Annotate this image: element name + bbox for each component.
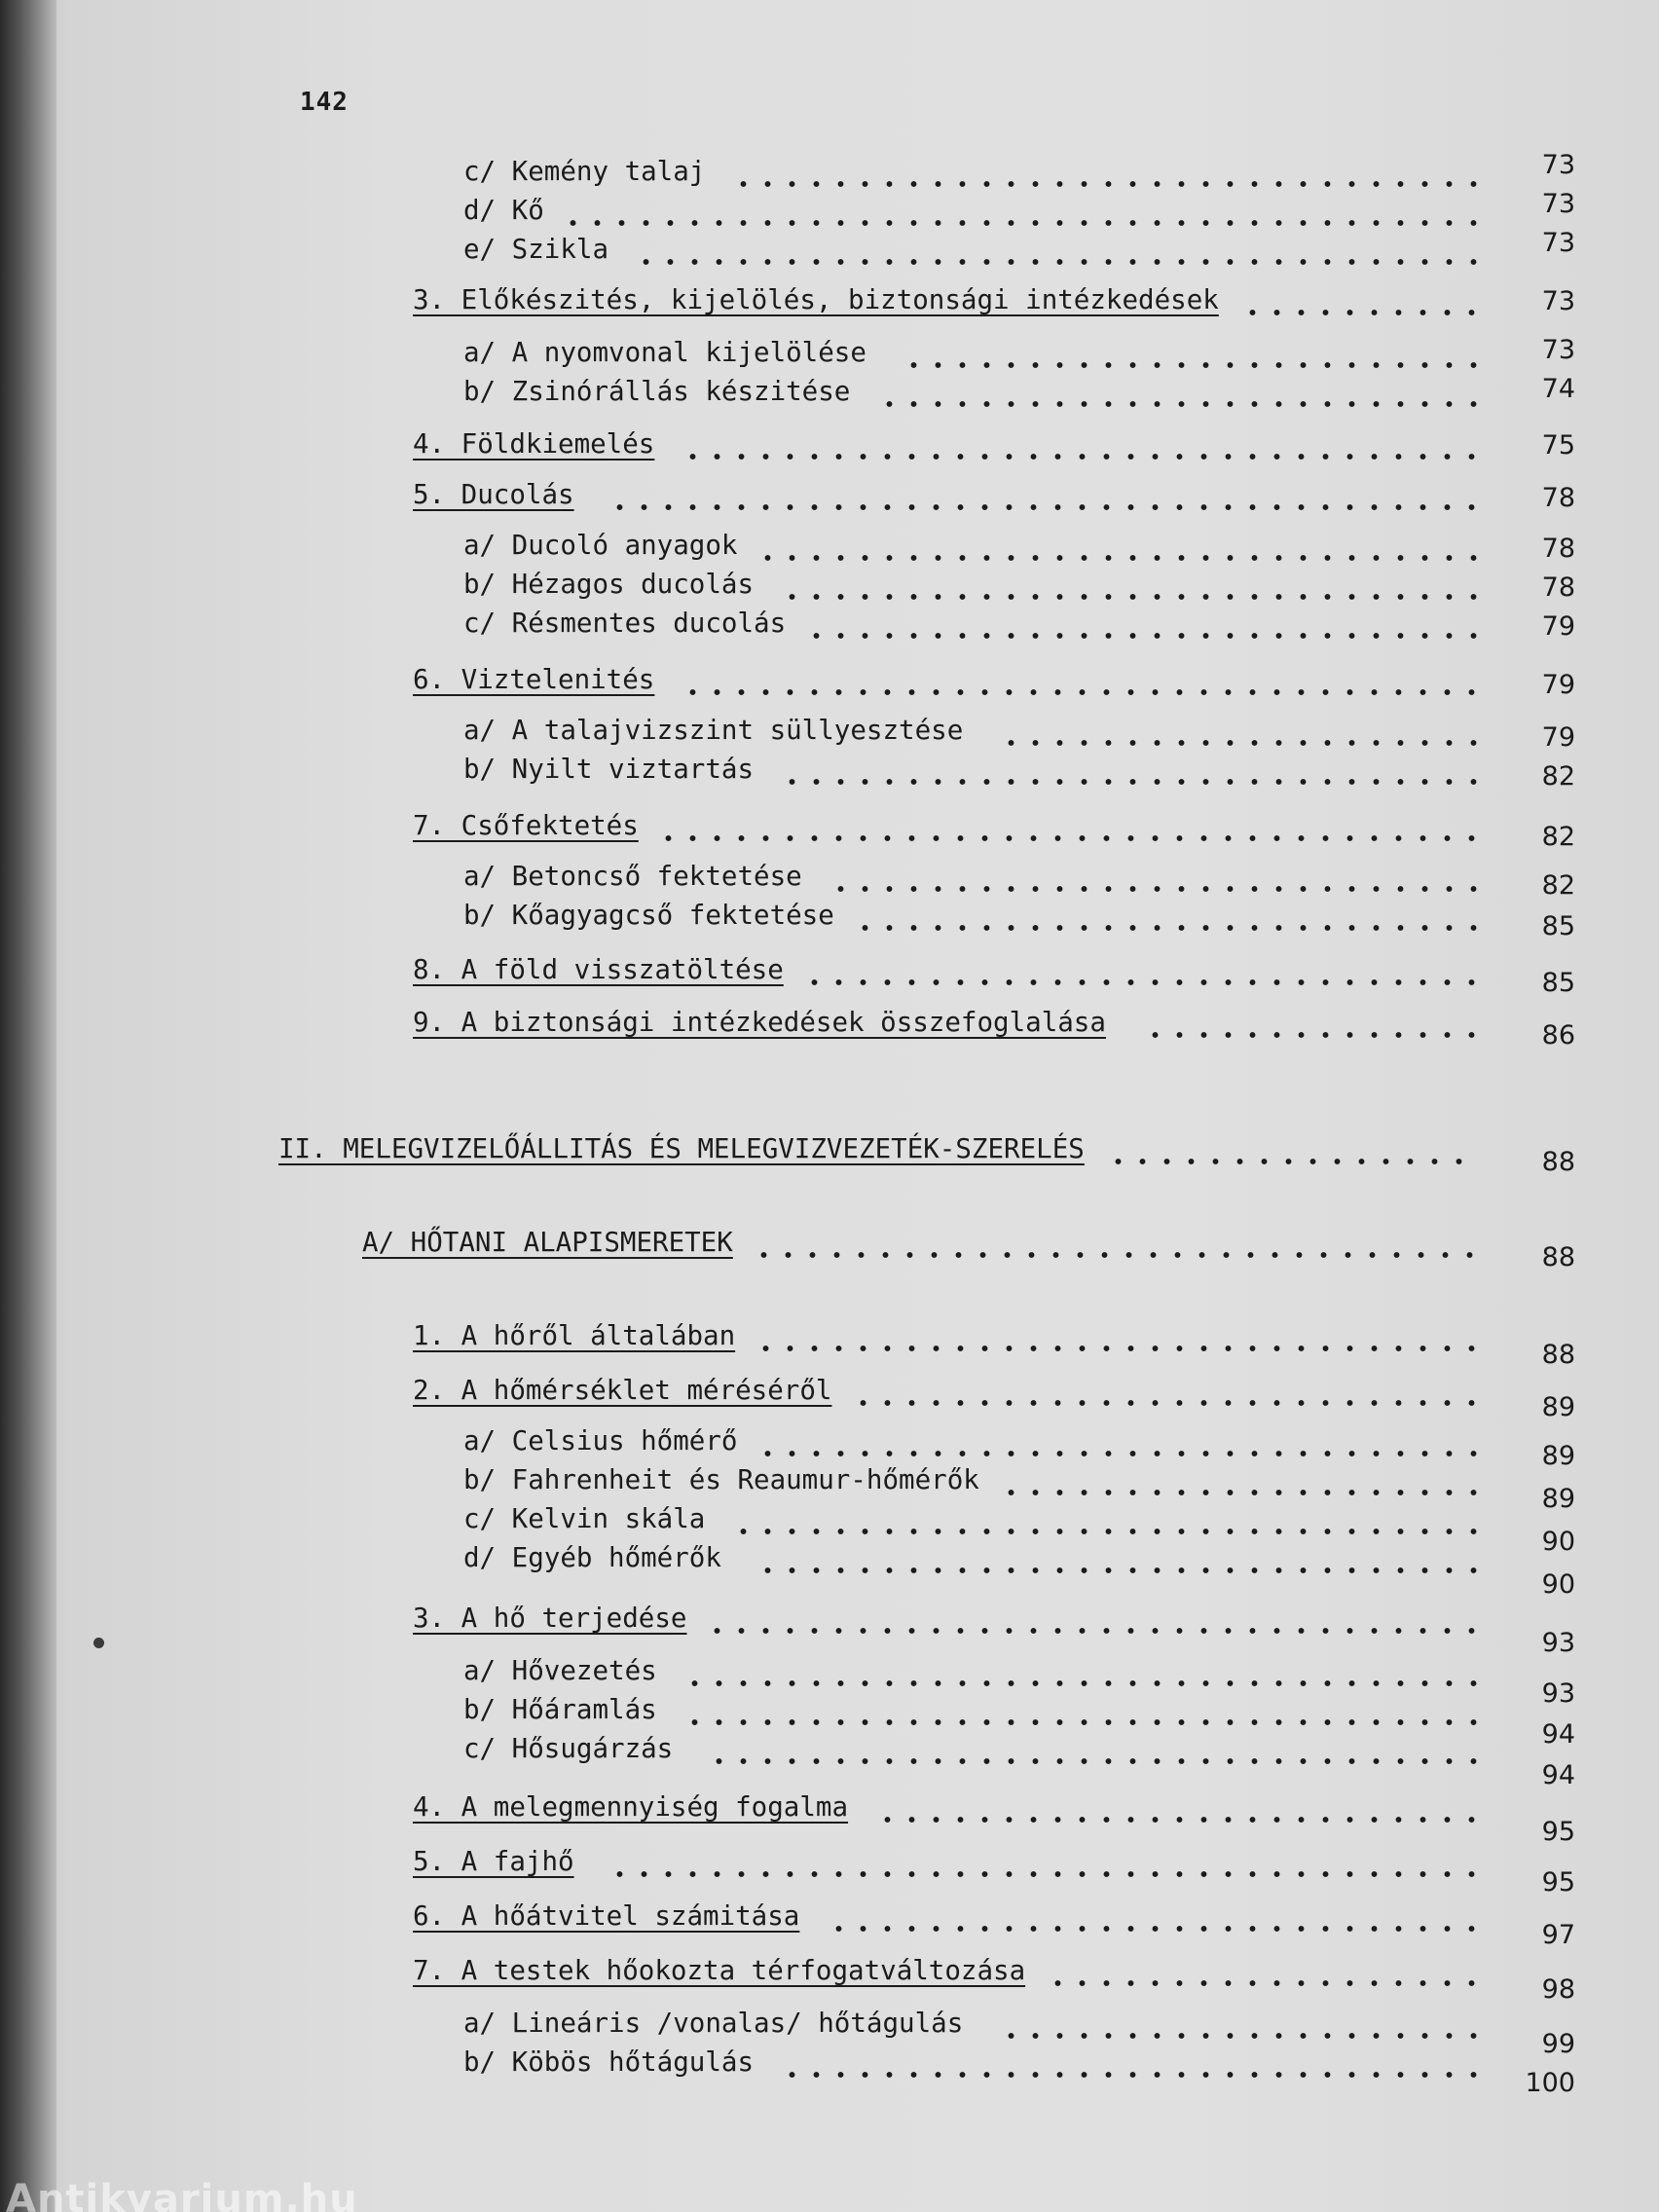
toc-page-number: 79 bbox=[1541, 722, 1575, 753]
toc-entry bbox=[463, 1731, 1480, 1766]
dot-leader bbox=[681, 454, 1480, 460]
toc-entry bbox=[413, 1601, 1480, 1636]
toc-page-number: 85 bbox=[1541, 968, 1575, 998]
toc-page-number: 93 bbox=[1541, 1628, 1575, 1658]
toc-page-number: 88 bbox=[1541, 1340, 1575, 1370]
dot-leader bbox=[875, 1817, 1480, 1823]
toc-page-number: 82 bbox=[1541, 822, 1575, 852]
dot-leader bbox=[681, 689, 1480, 695]
toc-page-number: 78 bbox=[1541, 534, 1575, 564]
toc-page-number: 94 bbox=[1541, 1760, 1575, 1790]
toc-page-number: 89 bbox=[1541, 1392, 1575, 1422]
dot-leader bbox=[756, 1451, 1480, 1456]
dot-leader bbox=[780, 779, 1480, 785]
dot-leader bbox=[731, 181, 1480, 187]
toc-entry-title: A/ HŐTANI ALAPISMERETEK bbox=[362, 1227, 733, 1258]
toc-entry-title: II. MELEGVIZELŐÁLLITÁS ÉS MELEGVIZVEZETÉK-SZERELÉS bbox=[278, 1133, 1085, 1164]
dot-leader bbox=[829, 886, 1480, 892]
dot-leader bbox=[608, 1871, 1480, 1877]
toc-entry bbox=[463, 2045, 1480, 2080]
dot-leader bbox=[802, 979, 1480, 985]
toc-entry-title: c/ Hősugárzás bbox=[463, 1733, 674, 1764]
dot-leader bbox=[656, 835, 1480, 841]
toc-entry bbox=[413, 1005, 1480, 1040]
toc-entry bbox=[463, 1692, 1480, 1727]
toc-page-number: 100 bbox=[1525, 2068, 1575, 2098]
toc-page-number: 82 bbox=[1541, 761, 1575, 792]
dot-leader bbox=[851, 1400, 1480, 1406]
toc-entry-title: b/ Köbös hőtágulás bbox=[463, 2046, 755, 2078]
toc-entry-title: a/ Ducoló anyagok bbox=[463, 530, 738, 561]
toc-entry-title: 5. Ducolás bbox=[413, 479, 574, 510]
toc-entry-title: 4. A melegmennyiség fogalma bbox=[413, 1791, 849, 1823]
toc-page-number: 93 bbox=[1541, 1678, 1575, 1709]
toc-page-number: 98 bbox=[1541, 1974, 1575, 2005]
toc-entry bbox=[413, 282, 1480, 317]
dot-leader bbox=[877, 401, 1480, 407]
toc-entry bbox=[413, 808, 1480, 843]
toc-entry-title: a/ Celsius hőmérő bbox=[463, 1425, 738, 1456]
toc-entry bbox=[413, 1789, 1480, 1825]
toc-entry bbox=[463, 528, 1480, 563]
page-number: 142 bbox=[300, 88, 349, 117]
toc-page-number: 78 bbox=[1541, 483, 1575, 513]
toc-page-number: 74 bbox=[1541, 374, 1575, 404]
toc-entry bbox=[413, 426, 1480, 461]
toc-entry bbox=[278, 1131, 1480, 1166]
toc-entry-title: e/ Szikla bbox=[463, 234, 609, 265]
toc-page-number: 73 bbox=[1541, 189, 1575, 219]
toc-entry-title: c/ Résmentes ducolás bbox=[463, 608, 787, 639]
toc-entry bbox=[463, 154, 1480, 189]
toc-entry-title: 6. A hőátvitel számitása bbox=[413, 1900, 800, 1932]
dot-leader bbox=[1106, 1159, 1480, 1164]
toc-entry bbox=[463, 1501, 1480, 1536]
stray-mark bbox=[93, 1638, 104, 1648]
toc-page-number: 89 bbox=[1541, 1484, 1575, 1514]
toc-page-number: 79 bbox=[1541, 611, 1575, 642]
toc-entry bbox=[463, 374, 1480, 409]
toc-entry bbox=[463, 232, 1480, 267]
dot-leader bbox=[731, 1529, 1480, 1534]
toc-entry bbox=[463, 1462, 1480, 1497]
toc-entry bbox=[413, 952, 1480, 987]
toc-entry-title: a/ Lineáris /vonalas/ hőtágulás bbox=[463, 2008, 964, 2039]
toc-page-number: 89 bbox=[1541, 1441, 1575, 1471]
toc-entry bbox=[463, 1423, 1480, 1458]
dot-leader bbox=[707, 1758, 1480, 1764]
toc-entry bbox=[463, 752, 1480, 787]
dot-leader bbox=[1143, 1032, 1480, 1038]
dot-leader bbox=[780, 2072, 1480, 2078]
toc-entry-title: 8. A föld visszatöltése bbox=[413, 954, 784, 985]
toc-page-number: 73 bbox=[1541, 286, 1575, 316]
toc-entry-title: 1. A hőről általában bbox=[413, 1320, 736, 1351]
toc-entry bbox=[413, 1318, 1480, 1353]
toc-entry-title: a/ Hővezetés bbox=[463, 1655, 657, 1686]
toc-entry-title: b/ Zsinórállás készitése bbox=[463, 376, 851, 407]
toc-page-number: 88 bbox=[1541, 1242, 1575, 1272]
toc-entry-title: 7. Csőfektetés bbox=[413, 810, 639, 841]
dot-leader bbox=[804, 633, 1480, 639]
dot-leader bbox=[827, 1926, 1480, 1932]
dot-leader bbox=[999, 1490, 1480, 1495]
toc-entry-title: b/ Nyilt viztartás bbox=[463, 754, 755, 785]
toc-entry bbox=[362, 1225, 1480, 1260]
toc-entry bbox=[413, 662, 1480, 697]
dot-leader bbox=[1240, 310, 1480, 315]
dot-leader bbox=[634, 259, 1480, 265]
toc-entry bbox=[413, 477, 1480, 512]
dot-leader bbox=[754, 1346, 1480, 1351]
toc-entry-title: 3. A hő terjedése bbox=[413, 1603, 687, 1634]
toc-entry bbox=[413, 1953, 1480, 1988]
toc-entry bbox=[463, 859, 1480, 894]
toc-entry-title: 5. A fajhő bbox=[413, 1846, 574, 1877]
toc-entry-title: 7. A testek hőokozta térfogatváltozása bbox=[413, 1955, 1026, 1986]
toc-page-number: 88 bbox=[1541, 1147, 1575, 1177]
toc-entry bbox=[463, 2006, 1480, 2041]
dot-leader bbox=[756, 1567, 1480, 1573]
toc-page-number: 73 bbox=[1541, 228, 1575, 258]
toc-entry bbox=[463, 193, 1480, 228]
toc-page-number: 99 bbox=[1541, 2029, 1575, 2059]
toc-entry bbox=[463, 1653, 1480, 1688]
toc-entry-title: a/ A nyomvonal kijelölése bbox=[463, 337, 866, 368]
toc-entry-title: c/ Kelvin skála bbox=[463, 1503, 706, 1534]
toc-entry-title: b/ Fahrenheit és Reaumur-hőmérők bbox=[463, 1464, 979, 1495]
toc-entry bbox=[413, 1899, 1480, 1934]
toc-entry-title: 6. Viztelenités bbox=[413, 664, 655, 695]
toc-entry-title: b/ Hőáramlás bbox=[463, 1694, 657, 1725]
toc-entry-title: b/ Kőagyagcső fektetése bbox=[463, 900, 834, 931]
toc-page-number: 90 bbox=[1541, 1527, 1575, 1557]
toc-entry bbox=[463, 898, 1480, 933]
dot-leader bbox=[705, 1628, 1480, 1634]
toc-page-number: 82 bbox=[1541, 870, 1575, 901]
toc-entry-title: 9. A biztonsági intézkedések összefoglalása bbox=[413, 1007, 1106, 1038]
dot-leader bbox=[853, 925, 1480, 931]
toc-page-number: 85 bbox=[1541, 911, 1575, 941]
dot-leader bbox=[756, 555, 1480, 561]
toc-entry bbox=[463, 567, 1480, 602]
toc-page-number: 95 bbox=[1541, 1867, 1575, 1898]
dot-leader bbox=[682, 1680, 1480, 1686]
dot-leader bbox=[682, 1719, 1480, 1725]
dot-leader bbox=[780, 594, 1480, 600]
toc-entry-title: b/ Hézagos ducolás bbox=[463, 569, 755, 600]
toc-entry bbox=[413, 1844, 1480, 1879]
toc-page-number: 73 bbox=[1541, 150, 1575, 180]
toc-page-number: 75 bbox=[1541, 430, 1575, 461]
toc-entry-title: c/ Kemény talaj bbox=[463, 156, 706, 187]
toc-entry bbox=[413, 1373, 1480, 1408]
dot-leader bbox=[561, 220, 1480, 226]
dot-leader bbox=[752, 1252, 1480, 1258]
toc-page-number: 79 bbox=[1541, 670, 1575, 700]
toc-page-number: 90 bbox=[1541, 1569, 1575, 1600]
watermark: Antikvarium.hu bbox=[6, 2177, 358, 2212]
toc-entry bbox=[463, 713, 1480, 748]
dot-leader bbox=[1046, 1980, 1480, 1986]
dot-leader bbox=[999, 740, 1480, 746]
toc-entry-title: 2. A hőmérséklet méréséről bbox=[413, 1375, 832, 1406]
toc-page-number: 95 bbox=[1541, 1817, 1575, 1847]
toc-page-number: 78 bbox=[1541, 572, 1575, 603]
toc-entry-title: 4. Földkiemelés bbox=[413, 428, 655, 460]
toc-entry bbox=[463, 606, 1480, 641]
toc-page-number: 86 bbox=[1541, 1020, 1575, 1051]
toc-entry-title: a/ Betoncső fektetése bbox=[463, 861, 802, 892]
toc-entry bbox=[463, 335, 1480, 370]
toc-page-number: 97 bbox=[1541, 1920, 1575, 1950]
toc-entry-title: 3. Előkészités, kijelölés, biztonsági intézkedések bbox=[413, 284, 1219, 315]
toc-page-number: 73 bbox=[1541, 335, 1575, 365]
toc-entry-title: a/ A talajvizszint süllyesztése bbox=[463, 715, 964, 746]
dot-leader bbox=[902, 362, 1480, 368]
toc-page-number: 94 bbox=[1541, 1719, 1575, 1750]
toc-entry bbox=[463, 1540, 1480, 1575]
dot-leader bbox=[999, 2033, 1480, 2039]
toc-entry-title: d/ Egyéb hőmérők bbox=[463, 1542, 721, 1573]
dot-leader bbox=[608, 504, 1480, 510]
toc-entry-title: d/ Kő bbox=[463, 195, 544, 226]
